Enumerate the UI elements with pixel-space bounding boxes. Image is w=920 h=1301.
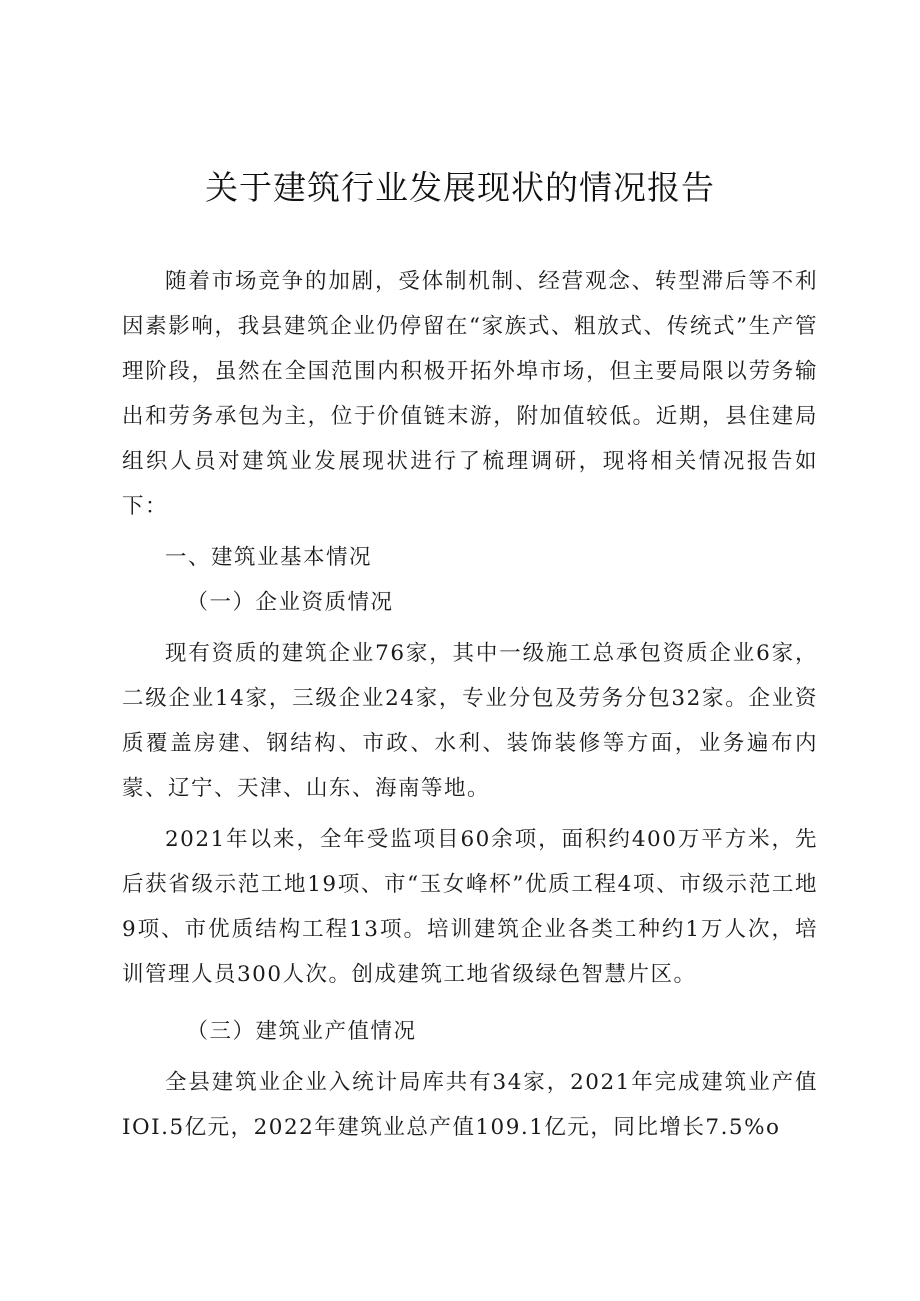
document-body bbox=[122, 259, 818, 1150]
subsection-heading-output-value: （三）建筑业产值情况 bbox=[186, 1019, 417, 1044]
qualification-paragraph: 现有资质的建筑企业76家，其中一级施工总承包资质企业6家，二级企业14家，三级企业24家，专业分包及劳务分包32家。企业资质覆盖房建、钢结构、市政、水利、装饰装修等方面，业务遍布内蒙、辽宁、天津、山东、海南等地。 bbox=[122, 641, 818, 801]
document-title: 关于建筑行业发展现状的情况报告 bbox=[205, 168, 715, 207]
section-heading-basic-situation: 一、建筑业基本情况 bbox=[165, 545, 373, 570]
output-value-paragraph: 全县建筑业企业入统计局库共有34家，2021年完成建筑业产值IOI.5亿元，2022年建筑业总产值109.1亿元，同比增长7.5%o bbox=[122, 1070, 818, 1140]
subsection-heading-qualification: （一）企业资质情况 bbox=[186, 590, 394, 615]
intro-paragraph: 随着市场竞争的加剧，受体制机制、经营观念、转型滞后等不利因素影响，我县建筑企业仍停留在“家族式、粗放式、传统式”生产管理阶段，虽然在全国范围内积极开拓外埠市场，但主要局限以劳务输出和劳务承包为主，位于价值链末游，附加值较低。近期，县住建局组织人员对建筑业发展现状进行了梳理调研，现将相关情况报告如下： bbox=[122, 269, 818, 519]
projects-2021-paragraph: 2021年以来，全年受监项目60余项，面积约400万平方米，先后获省级示范工地19项、市“玉女峰杯”优质工程4项、市级示范工地9项、市优质结构工程13项。培训建筑企业各类工种约1万人次，培训管理人员300人次。创成建筑工地省级绿色智慧片区。 bbox=[122, 827, 818, 987]
